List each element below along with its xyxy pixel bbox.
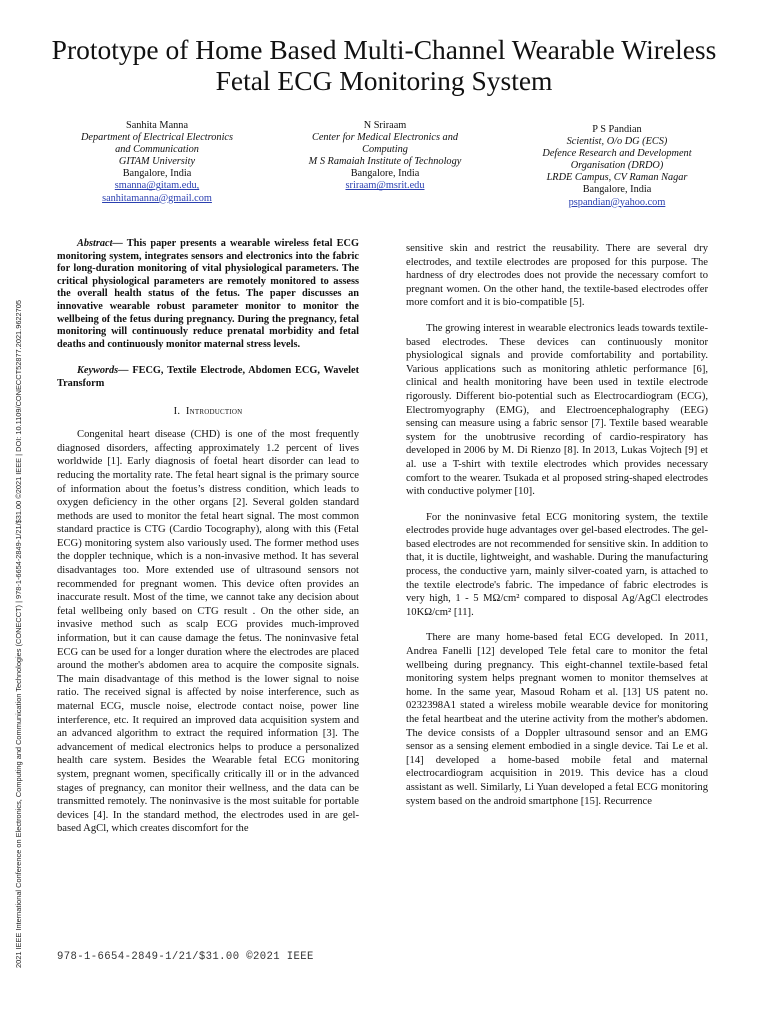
- author-block-2: [280, 120, 490, 193]
- keywords-label: Keywords—: [77, 365, 129, 377]
- author-affiliation-line: Organisation (DRDO): [570, 160, 664, 172]
- page-footer: 978-1-6654-2849-1/21/$31.00 ©2021 IEEE: [57, 951, 314, 963]
- author-name: P S Pandian: [592, 124, 642, 135]
- abstract-text: This paper presents a wearable wireless fetal ECG monitoring system, integrates sensors and electronics into the fabric for long-duration monitoring of vital physiological parameters. The critical physiological parameters are remotely monitored to assess the overall health status of the fetus. The paper discusses an innovative wearable robust parameter monitor to monitor the wellbeing of the fetus during pregnancy. During the pregnancy, fetal monitoring will continuously reduce prenatal morbidity and fetal deaths and continuously monitor maternal stress levels.: [57, 238, 359, 350]
- section-title: Introduction: [185, 405, 243, 417]
- author-affiliation-line: Computing: [362, 144, 408, 156]
- author-block-1: [52, 120, 262, 205]
- author-email-link[interactable]: smanna@gitam.edu,: [114, 180, 200, 192]
- author-name: N Sriraam: [363, 120, 407, 131]
- section-number: I.: [173, 405, 181, 417]
- author-affiliation-line: Scientist, O/o DG (ECS): [566, 136, 668, 148]
- author-affiliation-line: GITAM University: [118, 156, 196, 168]
- author-email-link[interactable]: sanhitamanna@gmail.com: [102, 192, 212, 204]
- author-affiliation-line: Department of Electrical Electronics: [80, 132, 234, 144]
- body-paragraph: sensitive skin and restrict the reusability. There are several dry electrodes, and textile electrodes are proposed for this purpose. The hardness of dry electrodes does not provide the necessary comfort to pregnant women. On the other hand, the textile-based electrodes offer more comfort and it is bio-compatible [5].: [406, 243, 708, 309]
- author-location: Bangalore, India: [582, 184, 652, 196]
- author-email-link[interactable]: pspandian@yahoo.com: [568, 196, 666, 208]
- right-column: [406, 242, 708, 808]
- author-affiliation-line: and Communication: [115, 144, 199, 156]
- author-affiliation-line: LRDE Campus, CV Raman Nagar: [546, 172, 688, 184]
- body-paragraph: The growing interest in wearable electronics leads towards textile-based electrodes. These devices can continuously monitor physiological signals and provide comfortability and portability. Various applications such as monitoring athletic performance [6], clinical and health monitoring have been used in textile electrode rigorously. Different bio-potential such as Electrocardiogram (ECG), Electromyography (EMG), and Electroencephalography (EEG) sensing can measure using a fabric sensor [7]. Textile based wearable system for the unobtrusive recording of cardio-respiratory has developed in 2006 by M. Di Rienzo [8]. In 2013, Lukas Vojtech [9] et al. use a T-shirt with textile electrodes which provides necessary comfort to the wearer. Tsukada et al proposed string-shaped electrodes with conductive polymer [10].: [406, 322, 708, 498]
- keywords-text: FECG, Textile Electrode, Abdomen ECG, Wavelet Transform: [57, 365, 359, 389]
- section-heading: [57, 405, 359, 419]
- author-affiliation-line: M S Ramaiah Institute of Technology: [308, 156, 462, 168]
- keywords: [57, 365, 359, 390]
- body-paragraph: For the noninvasive fetal ECG monitoring system, the textile electrodes provide huge advantages over gel-based electrodes. The gel-based electrodes are not recommended for sensitive skin. In addition to that, it is ductile, lightweight, and washable. During the manufacturing process, the conductive yarn, mainly silver-coated yarn, is attached to the textile electrode's fabric. The impedance of fabric electrodes is very high, 1 - 5 MΩ/cm² compared to disposal Ag/AgCl electrodes 10KΩ/cm² [11].: [406, 511, 708, 618]
- author-email-link[interactable]: sriraam@msrit.edu: [345, 180, 425, 192]
- author-affiliation-line: Defence Research and Development: [542, 148, 692, 160]
- author-name: Sanhita Manna: [125, 120, 189, 131]
- body-paragraph: There are many home-based fetal ECG developed. In 2011, Andrea Fanelli [12] developed Tele fetal care to monitor the fetal wellbeing during pregnancy. This eight-channel textile-based fetal monitoring system helps pregnant women to monitor themselves at home. In the same year, Masoud Roham et al. [13] US patent no. 0232398A1 stated a wireless mobile wearable device for monitoring the fetal heartbeat and the uterine activity from the mother's abdomen. The device consists of a Doppler ultrasound sensor and an EMG sensor as a sensing element embodied in a single device. Tai Le et al. [14] developed a home-based mobile fetal and maternal electrocardiogram acquisition in 2019. This device has a cloud assistant as well. Similarly, Li Yuan developed a fetal ECG monitoring system based on the android smartphone [15]. Recurrence: [406, 632, 708, 807]
- author-block-3: [508, 124, 726, 209]
- author-location: Bangalore, India: [122, 168, 192, 180]
- body-paragraph: Congenital heart disease (CHD) is one of the most frequently diagnosed disorders, affecting approximately 1.2 percent of lives worldwide [1]. Early diagnosis of foetal heart disorder can lead to reducing the mortality rate. The fetal heart signal is the primary source of information about the foetus’s distress condition, which leads to oxygen deficiency in the other organs [2]. Several golden standard methods are used to monitor the fetal heart signal. The most common standard practice is CTG (Cardio Tocography), along with this (Fetal ECG) monitoring system also variously used. The former method uses the doppler technique, which is a non-invasive method. It has several disadvantages too. More extended use of ultrasound sensors not recommended for pregnant women. This device often provides an inaccurate result. Most of the time, we cannot take any decision about fetal wellbeing only based on CTG result . On the other side, an invasive method such as scalp ECG provides much-improved information, but it can cause damage the fetus. The noninvasive fetal ECG can be used for a longer duration where the electrodes are placed around the mother's abdomen area to acquire the composite signals. The main disadvantage of this method is the lower signal to noise ratio. The received signal is affected by noise interference, such as maternal ECG, muscle noise, electrode contact noise, power line interference, etc. It required an improved data acquisition system and an advanced algorithm to extract the required information [3]. The advancement of medical electronics helps to produce a personalized health care system. Besides the Wearable fetal ECG monitoring system, pregnant women, specifically critically ill or in the advanced stages of pregnancy, can monitor their wellness, and the data can be transmitted remotely. The noninvasive is the most suitable for portable devices [4]. In the standard method, the electrodes used in are gel-based AgCl, which creates discomfort for the: [57, 429, 359, 835]
- page-title: Prototype of Home Based Multi-Channel Wearable Wireless Fetal ECG Monitoring System: [51, 34, 717, 96]
- abstract: [57, 238, 359, 351]
- side-note-citation: 2021 IEEE International Conference on Electronics, Computing and Communication Technologies (CONECCT) | 978-1-6654-2849-1/21/$31.00 ©2021 IEEE | DOI: 10.1109/CONECCT52877.2021.9622705: [14, 300, 23, 968]
- left-column: [57, 238, 359, 836]
- author-location: Bangalore, India: [350, 168, 420, 180]
- author-affiliation-line: Center for Medical Electronics and: [311, 132, 459, 144]
- abstract-label: Abstract—: [77, 238, 123, 249]
